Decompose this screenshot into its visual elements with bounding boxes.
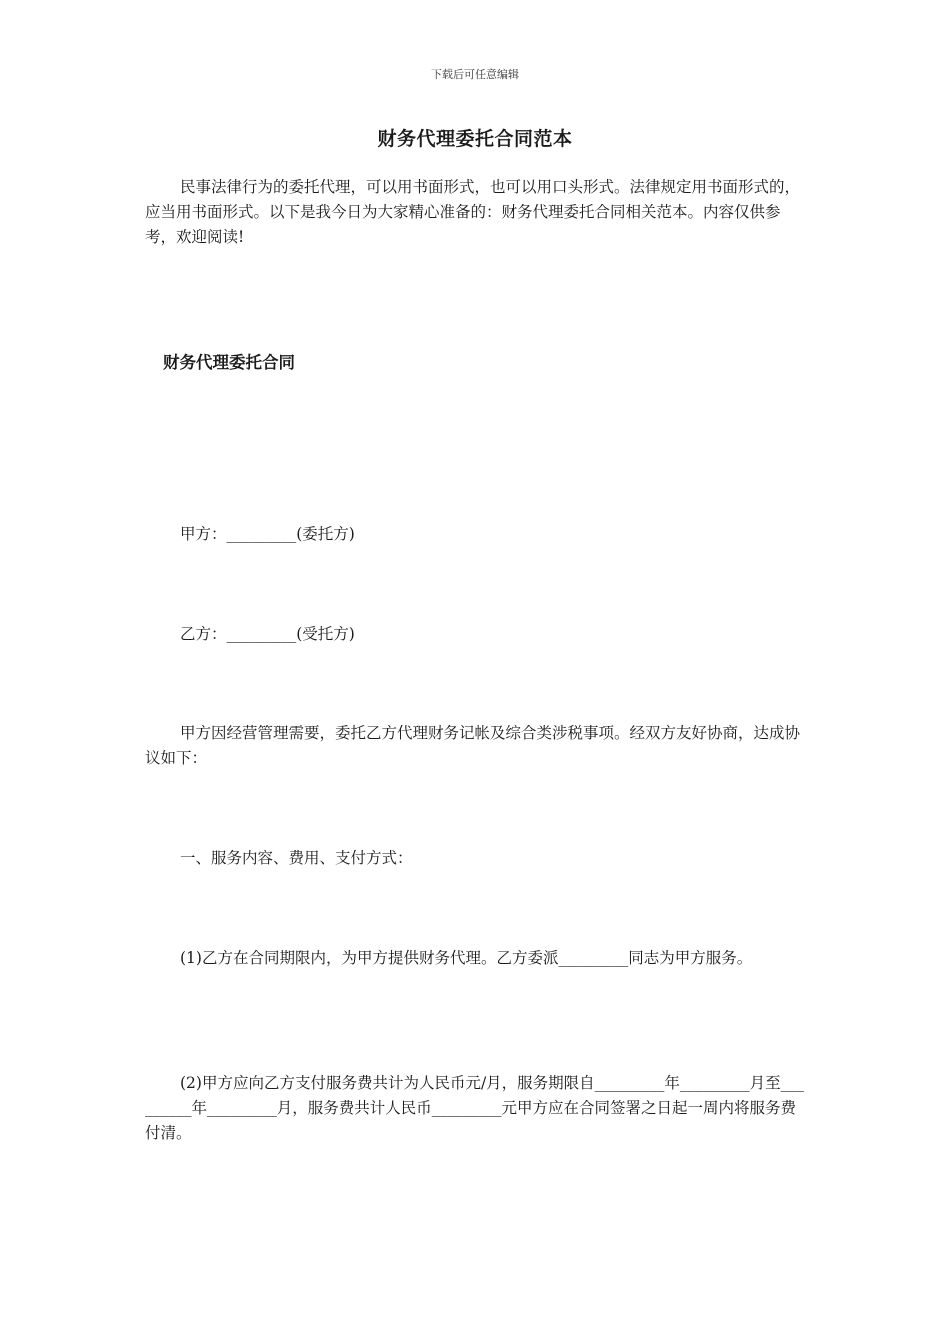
- clause-2-paragraph: (2)甲方应向乙方支付服务费共计为人民币元/月，服务期限自_________年_________月至_________年_________月，服务费共计人民币_________元甲方应在合同签署之日起一周内将服务费付清。: [145, 1074, 804, 1142]
- purpose-paragraph: 甲方因经营管理需要，委托乙方代理财务记帐及综合类涉税事项。经双方友好协商，达成协议如下：: [145, 724, 801, 767]
- document-title: 财务代理委托合同范本: [377, 128, 573, 150]
- intro-paragraph: 民事法律行为的委托代理，可以用书面形式，也可以用口头形式。法律规定用书面形式的，应当用书面形式。以下是我今日为大家精心准备的：财务代理委托合同相关范本。内容仅供参考，欢迎阅读!: [145, 178, 801, 246]
- section-1-heading: 一、服务内容、费用、支付方式：: [180, 849, 413, 867]
- contract-title: 财务代理委托合同: [163, 353, 295, 372]
- party-b-line: 乙方：_________(受托方): [180, 625, 355, 643]
- header-note: 下载后可任意编辑: [431, 68, 519, 81]
- party-a-line: 甲方：_________(委托方): [180, 525, 355, 543]
- clause-1-paragraph: (1)乙方在合同期限内，为甲方提供财务代理。乙方委派_________同志为甲方服务。: [180, 949, 753, 967]
